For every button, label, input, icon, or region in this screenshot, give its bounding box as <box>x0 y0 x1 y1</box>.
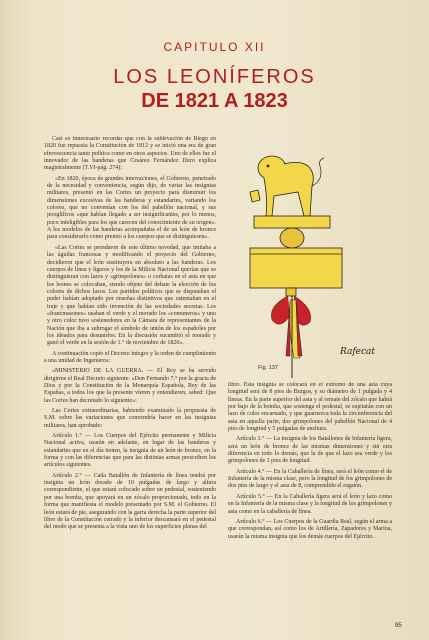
lion-figure <box>250 156 324 216</box>
page-number: 95 <box>395 623 402 629</box>
article-4-paragraph: Artículo 4.° — En la Caballería de línea, será el león como el de Infantería de la misma clase, pero la longitud de los grimpolones de dos pies de largo y el asta de 8, comprendido el regatón. <box>228 468 392 490</box>
continuation-paragraph: libro. Esta insignia se colocará en el extremo de una asta cuya longitud será de 8 pies de Burgos, y su diámetro de 1 pulgada y 4 líneas. En la parte superior del asta y al remate del zócalo que habrá por bajo de la bomba, que sostenga el pedestal, se sujetarán con un lazo de color encarnado, y que guarnezca toda la circunferencia del asta en aquella parte, dos grimpolones del pabellón Nacional de 4 pies de longitud y 5 pulgadas de anchura. <box>228 382 392 433</box>
left-text-column <box>44 136 216 616</box>
article-2-paragraph: Artículo 2.° — Cada Batallón de Infantería de línea tendrá por insignia un león dorado de 10 pulgadas de largo y altura correspondiente, el que estará colocado sobre un pedestal, sosteniendo por una bomba, que apoyará en un zócalo proporcionado, todo en la forma que manifiesta el modelo presentado por S.M. el Gobierno. El león estará de pie, asegurando con la garra derecha la parte superior del libro de la Constitución cerrado y la inferior descansará en el pedestal del modo que se presenta a la vista uno de los superficies planas del <box>44 472 216 531</box>
article-6-paragraph: Artículo 6.° — Los Cuerpos de la Guardia Real, según el arma a que correspondan, así como los de Artillería, Zapadores y Marina, usarán la misma insignia que los demás cuerpos del Ejército. <box>228 518 392 540</box>
ministry-paragraph: «MINISTERIO DE LA GUERRA. — El Rey se ha servido dirigirme el Real Decreto siguiente: «Don Fernando 7.° por la gracia de Dios y por la Constitución de la Monarquía Española, Rey de las Españas, a todos los que la presente vieren y entendieren, sabed: Que las Cortes han decretado lo siguiente»: <box>44 368 216 404</box>
article-1-paragraph: Artículo 1.° — Los Cuerpos del Ejército permanente y Milicia Nacional activa, usarán en adelante, en lugar de las banderas y estandartes que en el día tienen, la insignia de un león de bronce, en la forma y con las diferencias que para las distintas armas prescriben los artículos siguientes. <box>44 433 216 469</box>
decree-intro-paragraph: A continuación copio el Decreto íntegro y la orden de cumplimiento a una unidad de Ingenieros: <box>44 350 216 364</box>
cortes-paragraph: Las Cortes extraordinarias, habiendo examinado la propuesta de S.M. sobre las variaciones que convendría hacer en las insignias militares, han aprobado: <box>44 408 216 429</box>
pedestal <box>250 216 342 296</box>
article-5-paragraph: Artículo 5.° — En la Caballería ligera será el león y lazo como en la Infantería de la misma clase y la longitud de los grimpolones y asta como en la caballería de línea. <box>228 493 392 515</box>
page-title-line1: LOS LEONÍFEROS <box>113 66 316 88</box>
page-title-line2: DE 1821 A 1823 <box>141 90 288 112</box>
figure-caption: Fig. 137 <box>258 365 278 371</box>
right-text-column <box>228 382 392 617</box>
article-3-paragraph: Artículo 3.° — La insignia de los Batallones de Infantería ligera, será un león de bronce de las mismas dimensiones y sin otra diferencia en todo lo demás, que la de que el lazo sea verde y los grimpolones de 3 pies de longitud. <box>228 436 392 465</box>
quote-paragraph-1: «En 1820, época de grandes innovaciones, el Gobierno, penetrado de la necesidad y conveniencia, según dijo, de variar las insignias militares, presentó en las Cortes un proyecto para disminuir los dimensiones excesivas de las banderas y estandartes, variando los colores, que no convenían con los del pabellón nacional, y sus jeroglíficos «que habían llegado a ser insignificantes, por lo menos, poco inteligibles para los que carecen del conocimiento de su origen». A los modelos de las banderas acompañaba el de un león de bronce para considerarlo como premio a los cuerpos que se distinguiesen». <box>47 175 216 241</box>
lion-insignia-illustration <box>228 130 398 380</box>
quote-paragraph-2: «Las Cortes se prendaron de este último novedad, que imitaba a las águilas francesas y modificando el proyecto del Gobierno, decidieron que el león sustituyera en absoluto a las banderas. Los cuerpos de línea y ligeros y los de la Milicia Nacional querían que se distinguieran con lazos y «grimpolones» o corbatas en el asta en que los leones se colocaban, siendo objeto del debate la elección de los colores de dichos lazos. Los partidos políticos que se disputaban el poder habían adoptado por enseñas distintivos que ostentaban en el traje y que habían sido invención de las sociedades secretas. Los «francmasones» usaban el verde y el morado los «comuneros» y uno y otro color tuvo sostenedores en la Cámara de representantes de la Nación que iba a subrogar el símbolo de unión de los españoles por los ideados para desunirlos. En la discusión sucumbió el morado y ganó el verde en la sesión de 1.° de noviembre de 1820». <box>47 244 216 347</box>
chapter-heading: CAPITULO XII <box>163 40 266 54</box>
intro-paragraph: Casi es innecesario recordar que con la sublevación de Riego en 1820 fue repuesta la Constitución de 1812 y se inició una era de gran efervescencia tanto política como en otros aspectos. Uno de ellos fue el innovador de las banderas que Cesáreo Fernández Duro explica magistralmente (T.VI-pág. 274): <box>44 136 216 172</box>
artist-signature: Rafecat <box>340 347 376 357</box>
